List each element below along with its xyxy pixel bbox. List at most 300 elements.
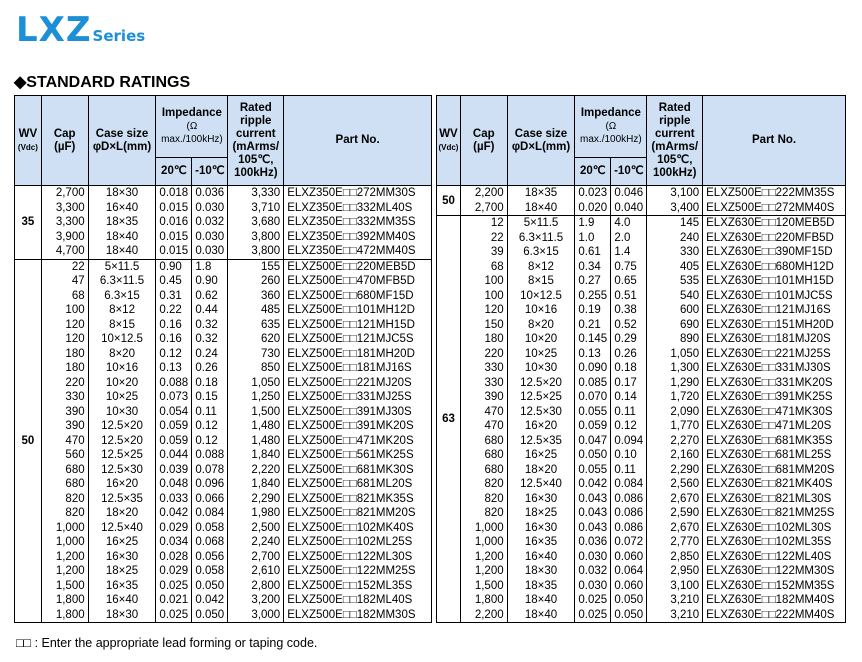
impedance-20c-cell: 0.31	[156, 289, 192, 304]
case-size-cell: 8×15	[88, 318, 156, 333]
part-no-cell: ELXZ500E□□681MK30S	[284, 463, 432, 478]
case-size-cell: 18×30	[507, 564, 575, 579]
series-title	[16, 10, 145, 50]
case-size-cell: 10×30	[88, 405, 156, 420]
cap-cell: 820	[41, 506, 88, 521]
case-size-cell: 8×12	[88, 303, 156, 318]
case-size-cell: 18×30	[88, 186, 156, 201]
impedance-minus10c-cell: 0.040	[611, 201, 647, 216]
header-minus10c: -10℃	[611, 158, 647, 186]
impedance-minus10c-cell: 0.046	[611, 186, 647, 201]
table-row	[15, 201, 432, 216]
cap-cell: 120	[41, 318, 88, 333]
table-row	[437, 289, 846, 304]
case-size-cell: 5×11.5	[88, 259, 156, 274]
table-row	[437, 361, 846, 376]
impedance-minus10c-cell: 0.050	[611, 608, 647, 623]
cap-cell: 1,500	[460, 579, 507, 594]
part-no-cell: ELXZ630E□□391MK25S	[703, 390, 846, 405]
part-no-cell: ELXZ630E□□222MM40S	[703, 608, 846, 623]
impedance-minus10c-cell: 0.072	[611, 535, 647, 550]
cap-cell: 22	[41, 259, 88, 274]
impedance-minus10c-cell: 0.51	[611, 289, 647, 304]
wv-cell: 35	[15, 186, 42, 260]
impedance-20c-cell: 0.032	[575, 564, 611, 579]
ripple-cell: 2,240	[228, 535, 284, 550]
cap-cell: 3,300	[41, 215, 88, 230]
impedance-minus10c-cell: 0.62	[192, 289, 228, 304]
table-row	[437, 376, 846, 391]
cap-cell: 1,200	[41, 564, 88, 579]
part-no-cell: ELXZ500E□□272MM40S	[703, 201, 846, 216]
impedance-minus10c-cell: 0.078	[192, 463, 228, 478]
table-row	[15, 579, 432, 594]
ripple-cell: 3,000	[228, 608, 284, 623]
part-no-cell: ELXZ500E□□680MF15D	[284, 289, 432, 304]
series-suffix: Series	[92, 27, 146, 45]
table-row	[437, 463, 846, 478]
ripple-cell: 155	[228, 259, 284, 274]
table-row	[15, 477, 432, 492]
impedance-20c-cell: 0.034	[156, 535, 192, 550]
impedance-20c-cell: 0.073	[156, 390, 192, 405]
part-no-cell: ELXZ500E□□220MEB5D	[284, 259, 432, 274]
case-size-cell: 18×40	[507, 593, 575, 608]
part-no-cell: ELXZ500E□□182MM30S	[284, 608, 432, 623]
impedance-20c-cell: 1.9	[575, 216, 611, 231]
part-no-cell: ELXZ630E□□680MH12D	[703, 260, 846, 275]
cap-cell: 47	[41, 274, 88, 289]
cap-cell: 2,700	[41, 186, 88, 201]
ripple-cell: 405	[647, 260, 703, 275]
ripple-cell: 145	[647, 216, 703, 231]
case-size-cell: 8×12	[507, 260, 575, 275]
impedance-20c-cell: 0.27	[575, 274, 611, 289]
table-row	[437, 506, 846, 521]
impedance-20c-cell: 0.029	[156, 521, 192, 536]
impedance-20c-cell: 0.45	[156, 274, 192, 289]
part-no-cell: ELXZ500E□□470MFB5D	[284, 274, 432, 289]
impedance-20c-cell: 0.025	[575, 608, 611, 623]
ripple-cell: 2,770	[647, 535, 703, 550]
impedance-20c-cell: 0.033	[156, 492, 192, 507]
case-size-cell: 18×35	[507, 186, 575, 201]
cap-cell: 39	[460, 245, 507, 260]
cap-cell: 390	[460, 390, 507, 405]
impedance-minus10c-cell: 0.042	[192, 593, 228, 608]
part-no-cell: ELXZ630E□□821MM25S	[703, 506, 846, 521]
case-size-cell: 8×20	[507, 318, 575, 333]
cap-cell: 330	[460, 376, 507, 391]
impedance-minus10c-cell: 0.050	[611, 593, 647, 608]
case-size-cell: 16×35	[507, 535, 575, 550]
ripple-cell: 850	[228, 361, 284, 376]
impedance-20c-cell: 0.13	[156, 361, 192, 376]
table-row	[437, 579, 846, 594]
case-size-cell: 16×30	[507, 521, 575, 536]
part-no-cell: ELXZ500E□□821MK35S	[284, 492, 432, 507]
case-size-cell: 18×20	[88, 506, 156, 521]
impedance-20c-cell: 0.044	[156, 448, 192, 463]
part-no-cell: ELXZ630E□□122ML40S	[703, 550, 846, 565]
table-row	[437, 492, 846, 507]
table-row	[15, 564, 432, 579]
header-case-size: Case size φD×L(mm)	[88, 96, 156, 186]
impedance-minus10c-cell: 0.050	[192, 579, 228, 594]
header-ripple: Rated ripple current (mArms/ 105℃, 100kHz)	[228, 96, 284, 186]
impedance-20c-cell: 0.042	[156, 506, 192, 521]
part-no-cell: ELXZ630E□□182MM40S	[703, 593, 846, 608]
part-no-cell: ELXZ630E□□471ML20S	[703, 419, 846, 434]
ripple-cell: 730	[228, 347, 284, 362]
cap-cell: 150	[460, 318, 507, 333]
part-no-cell: ELXZ630E□□151MH20D	[703, 318, 846, 333]
part-no-cell: ELXZ630E□□152MM35S	[703, 579, 846, 594]
part-no-cell: ELXZ500E□□222MM35S	[703, 186, 846, 201]
ripple-cell: 2,090	[647, 405, 703, 420]
cap-cell: 1,000	[460, 535, 507, 550]
cap-cell: 680	[460, 434, 507, 449]
part-no-cell: ELXZ500E□□152ML35S	[284, 579, 432, 594]
part-no-cell: ELXZ630E□□220MFB5D	[703, 231, 846, 246]
table-row	[15, 535, 432, 550]
cap-cell: 1,500	[41, 579, 88, 594]
ripple-cell: 540	[647, 289, 703, 304]
table-row	[15, 289, 432, 304]
ripple-cell: 600	[647, 303, 703, 318]
case-size-cell: 10×16	[507, 303, 575, 318]
impedance-20c-cell: 0.145	[575, 332, 611, 347]
cap-cell: 560	[41, 448, 88, 463]
part-no-cell: ELXZ630E□□821ML30S	[703, 492, 846, 507]
cap-cell: 180	[460, 332, 507, 347]
part-no-cell: ELXZ500E□□681ML20S	[284, 477, 432, 492]
header-20c: 20℃	[156, 158, 192, 186]
cap-cell: 100	[460, 289, 507, 304]
case-size-cell: 18×40	[507, 608, 575, 623]
impedance-20c-cell: 0.16	[156, 332, 192, 347]
cap-cell: 390	[41, 419, 88, 434]
cap-cell: 1,200	[460, 550, 507, 565]
part-no-cell: ELXZ500E□□181MH20D	[284, 347, 432, 362]
ripple-cell: 1,500	[228, 405, 284, 420]
wv-cell: 63	[437, 216, 461, 623]
table-row	[437, 260, 846, 275]
part-no-cell: ELXZ500E□□821MM20S	[284, 506, 432, 521]
impedance-minus10c-cell: 0.060	[611, 579, 647, 594]
ripple-cell: 3,680	[228, 215, 284, 230]
cap-cell: 820	[460, 506, 507, 521]
impedance-minus10c-cell: 0.24	[192, 347, 228, 362]
cap-cell: 3,300	[41, 201, 88, 216]
impedance-20c-cell: 0.015	[156, 244, 192, 259]
part-no-cell: ELXZ630E□□681ML25S	[703, 448, 846, 463]
impedance-20c-cell: 0.085	[575, 376, 611, 391]
part-no-cell: ELXZ630E□□122MM30S	[703, 564, 846, 579]
impedance-20c-cell: 0.043	[575, 521, 611, 536]
case-size-cell: 12.5×25	[88, 448, 156, 463]
table-row	[15, 230, 432, 245]
impedance-20c-cell: 0.61	[575, 245, 611, 260]
table-row	[437, 608, 846, 623]
cap-cell: 1,000	[41, 535, 88, 550]
case-size-cell: 12.5×20	[88, 419, 156, 434]
table-row	[15, 506, 432, 521]
table-body-right	[437, 186, 846, 623]
ripple-cell: 1,840	[228, 477, 284, 492]
cap-cell: 820	[41, 492, 88, 507]
part-no-cell: ELXZ630E□□102ML35S	[703, 535, 846, 550]
case-size-cell: 10×30	[507, 361, 575, 376]
impedance-20c-cell: 0.043	[575, 492, 611, 507]
part-no-cell: ELXZ630E□□102ML30S	[703, 521, 846, 536]
cap-cell: 680	[460, 463, 507, 478]
case-size-cell: 10×20	[88, 376, 156, 391]
ripple-cell: 3,710	[228, 201, 284, 216]
cap-cell: 100	[41, 303, 88, 318]
impedance-20c-cell: 0.023	[575, 186, 611, 201]
part-no-cell: ELXZ500E□□221MJ20S	[284, 376, 432, 391]
ripple-cell: 2,290	[228, 492, 284, 507]
impedance-minus10c-cell: 0.030	[192, 201, 228, 216]
part-no-cell: ELXZ630E□□101MJC5S	[703, 289, 846, 304]
table-row	[437, 347, 846, 362]
ripple-cell: 2,160	[647, 448, 703, 463]
cap-cell: 680	[41, 463, 88, 478]
ripple-cell: 2,560	[647, 477, 703, 492]
impedance-minus10c-cell: 0.088	[192, 448, 228, 463]
table-row	[15, 318, 432, 333]
part-no-cell: ELXZ500E□□331MJ25S	[284, 390, 432, 405]
cap-cell: 2,200	[460, 186, 507, 201]
impedance-minus10c-cell: 0.086	[611, 492, 647, 507]
part-no-cell: ELXZ500E□□121MH15D	[284, 318, 432, 333]
case-size-cell: 8×15	[507, 274, 575, 289]
impedance-20c-cell: 0.16	[156, 318, 192, 333]
cap-cell: 330	[460, 361, 507, 376]
ripple-cell: 2,670	[647, 492, 703, 507]
impedance-20c-cell: 0.055	[575, 463, 611, 478]
ripple-cell: 2,950	[647, 564, 703, 579]
part-no-cell: ELXZ630E□□821MK40S	[703, 477, 846, 492]
impedance-minus10c-cell: 0.096	[192, 477, 228, 492]
cap-cell: 12	[460, 216, 507, 231]
ripple-cell: 535	[647, 274, 703, 289]
table-row	[15, 303, 432, 318]
impedance-20c-cell: 0.048	[156, 477, 192, 492]
table-row	[437, 303, 846, 318]
table-row	[437, 448, 846, 463]
case-size-cell: 10×25	[88, 390, 156, 405]
case-size-cell: 16×30	[507, 492, 575, 507]
case-size-cell: 18×35	[507, 579, 575, 594]
impedance-20c-cell: 0.015	[156, 230, 192, 245]
impedance-minus10c-cell: 0.030	[192, 230, 228, 245]
impedance-20c-cell: 0.059	[156, 434, 192, 449]
case-size-cell: 18×20	[507, 463, 575, 478]
impedance-minus10c-cell: 0.086	[611, 521, 647, 536]
table-row	[15, 259, 432, 274]
cap-cell: 470	[460, 419, 507, 434]
case-size-cell: 16×25	[507, 448, 575, 463]
impedance-minus10c-cell: 0.12	[611, 419, 647, 434]
ripple-cell: 2,590	[647, 506, 703, 521]
table-row	[15, 492, 432, 507]
case-size-cell: 12.5×35	[88, 492, 156, 507]
cap-cell: 22	[460, 231, 507, 246]
part-no-cell: ELXZ350E□□332ML40S	[284, 201, 432, 216]
impedance-20c-cell: 0.050	[575, 448, 611, 463]
cap-cell: 100	[460, 274, 507, 289]
part-no-cell: ELXZ350E□□392MM40S	[284, 230, 432, 245]
table-row	[15, 593, 432, 608]
cap-cell: 2,700	[460, 201, 507, 216]
cap-cell: 3,900	[41, 230, 88, 245]
case-size-cell: 16×25	[88, 535, 156, 550]
table-row	[437, 332, 846, 347]
ripple-cell: 1,480	[228, 434, 284, 449]
case-size-cell: 16×40	[88, 593, 156, 608]
impedance-20c-cell: 0.030	[575, 579, 611, 594]
ratings-table-left	[14, 95, 432, 623]
case-size-cell: 8×20	[88, 347, 156, 362]
case-size-cell: 12.5×35	[507, 434, 575, 449]
part-no-cell: ELXZ500E□□101MH12D	[284, 303, 432, 318]
part-no-cell: ELXZ630E□□221MJ25S	[703, 347, 846, 362]
impedance-minus10c-cell: 0.066	[192, 492, 228, 507]
header-minus10c: -10℃	[192, 158, 228, 186]
ripple-cell: 890	[647, 332, 703, 347]
impedance-minus10c-cell: 1.4	[611, 245, 647, 260]
ripple-cell: 1,250	[228, 390, 284, 405]
ripple-cell: 3,800	[228, 230, 284, 245]
case-size-cell: 6.3×15	[507, 245, 575, 260]
header-impedance: Impedance (Ω max./100kHz)	[575, 96, 647, 158]
table-row	[437, 186, 846, 201]
table-row	[15, 463, 432, 478]
impedance-minus10c-cell: 2.0	[611, 231, 647, 246]
cap-cell: 120	[460, 303, 507, 318]
table-row	[437, 405, 846, 420]
table-row	[437, 521, 846, 536]
part-no-cell: ELXZ630E□□471MK30S	[703, 405, 846, 420]
table-row	[437, 434, 846, 449]
table-row	[15, 332, 432, 347]
series-name: LXZ	[16, 10, 92, 50]
case-size-cell: 10×16	[88, 361, 156, 376]
table-row	[15, 448, 432, 463]
case-size-cell: 16×20	[88, 477, 156, 492]
case-size-cell: 12.5×30	[88, 463, 156, 478]
impedance-minus10c-cell: 4.0	[611, 216, 647, 231]
impedance-minus10c-cell: 0.52	[611, 318, 647, 333]
case-size-cell: 5×11.5	[507, 216, 575, 231]
ripple-cell: 240	[647, 231, 703, 246]
impedance-minus10c-cell: 0.75	[611, 260, 647, 275]
impedance-minus10c-cell: 0.030	[192, 244, 228, 259]
case-size-cell: 18×25	[88, 564, 156, 579]
impedance-minus10c-cell: 0.26	[611, 347, 647, 362]
case-size-cell: 12.5×40	[88, 521, 156, 536]
impedance-minus10c-cell: 0.32	[192, 318, 228, 333]
ripple-cell: 2,500	[228, 521, 284, 536]
impedance-minus10c-cell: 0.10	[611, 448, 647, 463]
table-row	[437, 550, 846, 565]
table-row	[437, 477, 846, 492]
part-no-cell: ELXZ500E□□181MJ16S	[284, 361, 432, 376]
part-no-cell: ELXZ630E□□681MK35S	[703, 434, 846, 449]
table-row	[437, 231, 846, 246]
cap-cell: 120	[41, 332, 88, 347]
impedance-minus10c-cell: 0.036	[192, 186, 228, 201]
header-wv: WV (Vdc)	[15, 96, 42, 186]
case-size-cell: 16×40	[88, 201, 156, 216]
ripple-cell: 3,100	[647, 186, 703, 201]
case-size-cell: 12.5×40	[507, 477, 575, 492]
impedance-20c-cell: 0.21	[575, 318, 611, 333]
case-size-cell: 12.5×25	[507, 390, 575, 405]
impedance-minus10c-cell: 0.18	[611, 361, 647, 376]
case-size-cell: 10×12.5	[88, 332, 156, 347]
case-size-cell: 6.3×11.5	[507, 231, 575, 246]
impedance-minus10c-cell: 0.38	[611, 303, 647, 318]
table-row	[437, 390, 846, 405]
table-row	[437, 274, 846, 289]
ripple-cell: 690	[647, 318, 703, 333]
ripple-cell: 1,980	[228, 506, 284, 521]
part-no-cell: ELXZ630E□□181MJ20S	[703, 332, 846, 347]
impedance-20c-cell: 0.34	[575, 260, 611, 275]
cap-cell: 680	[460, 448, 507, 463]
table-row	[437, 535, 846, 550]
table-row	[15, 390, 432, 405]
cap-cell: 1,800	[460, 593, 507, 608]
ripple-cell: 2,670	[647, 521, 703, 536]
impedance-20c-cell: 0.016	[156, 215, 192, 230]
impedance-20c-cell: 0.029	[156, 564, 192, 579]
case-size-cell: 12.5×20	[507, 376, 575, 391]
cap-cell: 470	[460, 405, 507, 420]
ripple-cell: 1,720	[647, 390, 703, 405]
impedance-20c-cell: 0.90	[156, 259, 192, 274]
ripple-cell: 2,220	[228, 463, 284, 478]
case-size-cell: 18×40	[507, 201, 575, 216]
impedance-minus10c-cell: 0.058	[192, 521, 228, 536]
table-row	[437, 216, 846, 231]
impedance-minus10c-cell: 0.90	[192, 274, 228, 289]
cap-cell: 4,700	[41, 244, 88, 259]
case-size-cell: 16×20	[507, 419, 575, 434]
impedance-20c-cell: 0.055	[575, 405, 611, 420]
impedance-20c-cell: 0.015	[156, 201, 192, 216]
table-row	[15, 376, 432, 391]
cap-cell: 180	[41, 347, 88, 362]
cap-cell: 1,200	[41, 550, 88, 565]
ripple-cell: 3,400	[647, 201, 703, 216]
impedance-minus10c-cell: 0.11	[611, 463, 647, 478]
table-row	[437, 245, 846, 260]
part-no-cell: ELXZ500E□□391MK20S	[284, 419, 432, 434]
table-row	[437, 419, 846, 434]
table-row	[437, 593, 846, 608]
cap-cell: 1,200	[460, 564, 507, 579]
impedance-minus10c-cell: 0.15	[192, 390, 228, 405]
cap-cell: 180	[41, 361, 88, 376]
table-row	[15, 405, 432, 420]
part-no-cell: ELXZ500E□□102MK40S	[284, 521, 432, 536]
ripple-cell: 3,800	[228, 244, 284, 259]
header-part-no: Part No.	[284, 96, 432, 186]
